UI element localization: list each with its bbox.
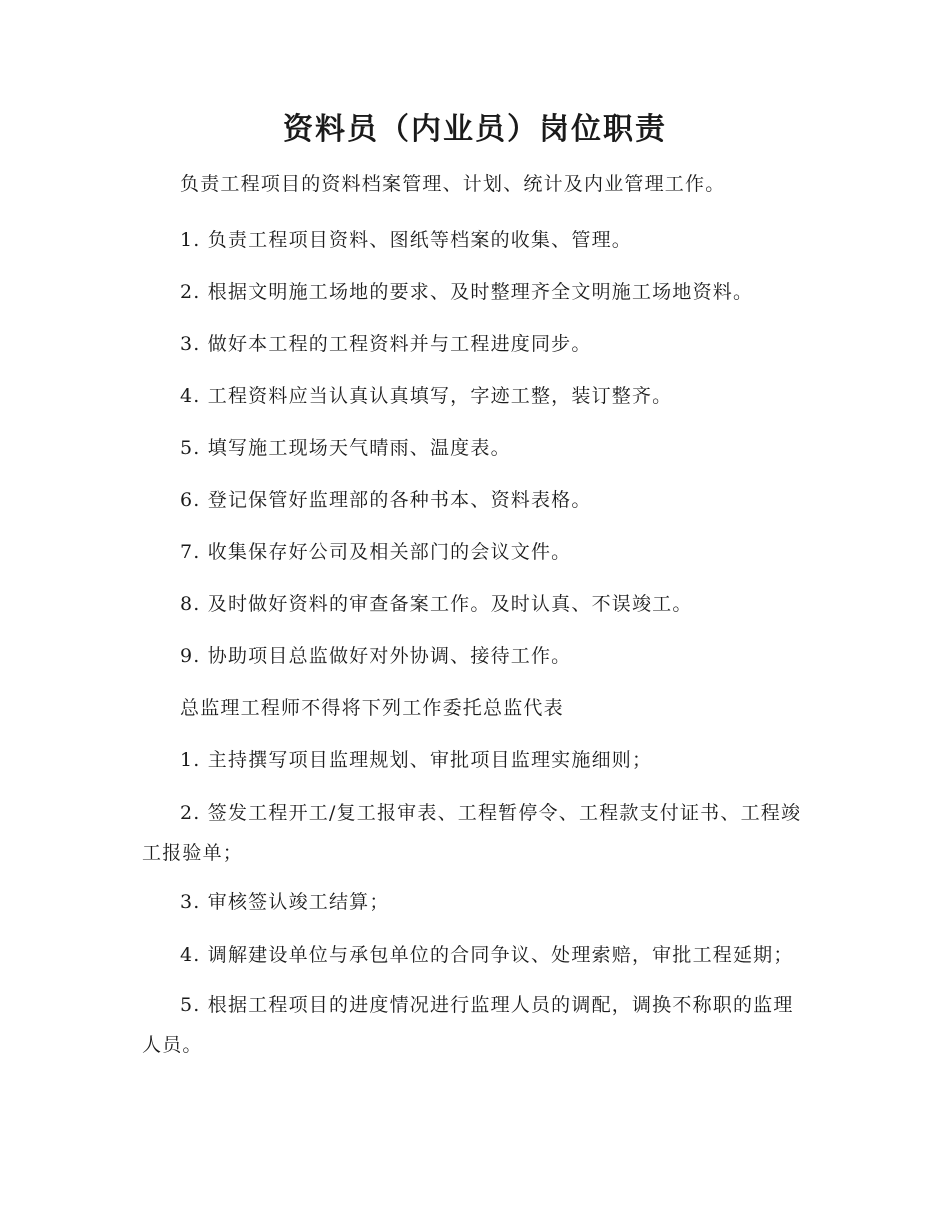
restricted-item: 1. 主持撰写项目监理规划、审批项目监理实施细则； [180, 749, 653, 771]
document-title: 资料员（内业员）岗位职责 [283, 112, 667, 147]
duty-item: 4. 工程资料应当认真认真填写，字迹工整，装订整齐。 [180, 385, 673, 407]
duty-item: 5. 填写施工现场天气晴雨、温度表。 [180, 437, 511, 459]
duty-item: 3. 做好本工程的工程资料并与工程进度同步。 [180, 333, 592, 355]
duty-item: 9. 协助项目总监做好对外协调、接待工作。 [180, 645, 572, 667]
document-body [142, 165, 808, 1075]
restricted-item: 5. 根据工程项目的进度情况进行监理人员的调配，调换不称职的监理人员。 [142, 994, 794, 1056]
duty-item: 7. 收集保存好公司及相关部门的会议文件。 [180, 541, 572, 563]
section2-heading: 总监理工程师不得将下列工作委托总监代表 [180, 697, 564, 719]
duty-item: 8. 及时做好资料的审查备案工作。及时认真、不误竣工。 [180, 593, 693, 615]
duty-item: 2. 根据文明施工场地的要求、及时整理齐全文明施工场地资料。 [180, 281, 754, 303]
restricted-item: 2. 签发工程开工/复工报审表、工程暂停令、工程款支付证书、工程竣工报验单； [142, 802, 802, 864]
duty-item: 1. 负责工程项目资料、图纸等档案的收集、管理。 [180, 229, 632, 251]
intro-paragraph: 负责工程项目的资料档案管理、计划、统计及内业管理工作。 [180, 173, 726, 195]
restricted-item: 4. 调解建设单位与承包单位的合同争议、处理索赔，审批工程延期； [180, 944, 794, 966]
restricted-item: 3. 审核签认竣工结算； [180, 891, 390, 913]
duty-item: 6. 登记保管好监理部的各种书本、资料表格。 [180, 489, 592, 511]
